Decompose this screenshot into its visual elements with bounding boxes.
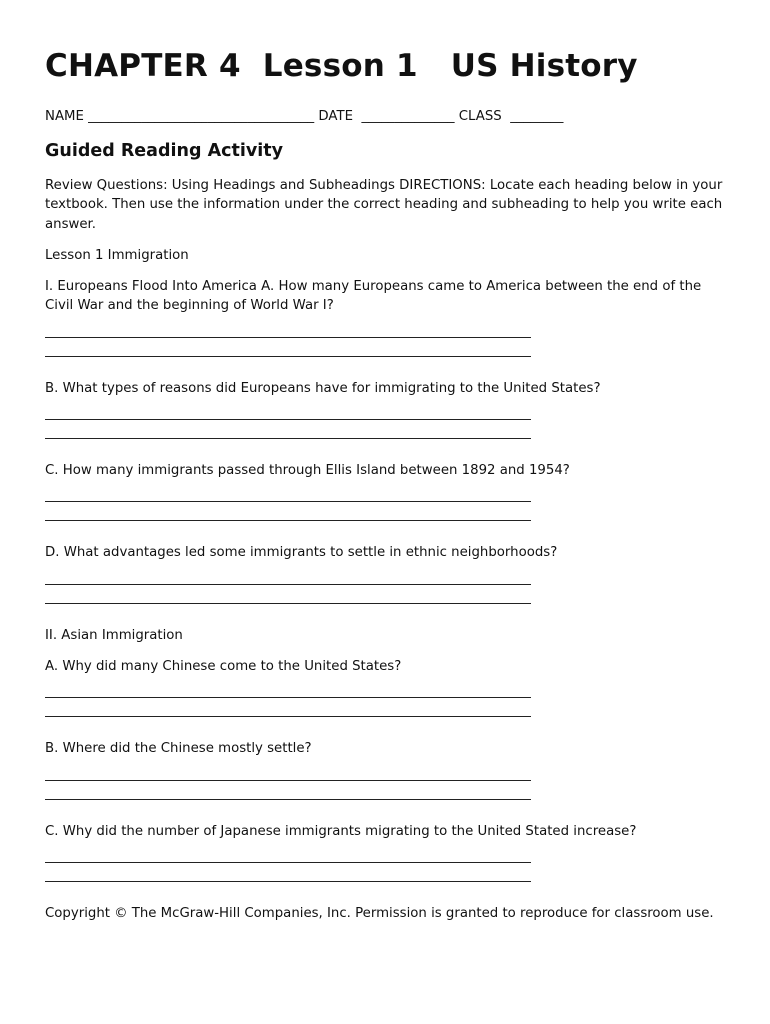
answer-area-1b[interactable]: [45, 398, 725, 441]
answer-line[interactable]: [45, 780, 531, 781]
answer-line[interactable]: [45, 697, 531, 698]
answer-line[interactable]: [45, 584, 531, 585]
answer-line[interactable]: [45, 799, 531, 800]
answer-line[interactable]: [45, 438, 531, 439]
question-1b: B. What types of reasons did Europeans have for immigrating to the United States?: [45, 380, 601, 396]
directions-paragraph: Review Questions: Using Headings and Subheadings DIRECTIONS: Locate each heading below in your textbook. Then use the information under the correct heading and subheading to help you write each answer.: [45, 178, 723, 232]
answer-line[interactable]: [45, 501, 531, 502]
answer-line[interactable]: [45, 881, 531, 882]
page-title: CHAPTER 4 Lesson 1 US History: [45, 48, 638, 84]
answer-line[interactable]: [45, 603, 531, 604]
answer-area-1a[interactable]: [45, 316, 725, 359]
question-2b: B. Where did the Chinese mostly settle?: [45, 741, 312, 757]
answer-line[interactable]: [45, 862, 531, 863]
answer-area-2c[interactable]: [45, 841, 725, 884]
question-1a: I. Europeans Flood Into America A. How many Europeans came to America between the end of the Civil War and the beginning of World War I?: [45, 279, 702, 314]
answer-area-2a[interactable]: [45, 676, 725, 719]
section-2-heading: II. Asian Immigration: [45, 627, 183, 643]
answer-line[interactable]: [45, 337, 531, 338]
answer-area-2b[interactable]: [45, 759, 725, 802]
answer-line[interactable]: [45, 716, 531, 717]
copyright-notice: Copyright © The McGraw-Hill Companies, Inc. Permission is granted to reproduce for classroom use.: [45, 905, 714, 921]
answer-line[interactable]: [45, 520, 531, 521]
question-1c: C. How many immigrants passed through Ellis Island between 1892 and 1954?: [45, 463, 570, 479]
lesson-label: Lesson 1 Immigration: [45, 247, 189, 263]
answer-line[interactable]: [45, 419, 531, 420]
student-info-line: NAME __________________________________ DATE ______________ CLASS ________: [45, 109, 564, 124]
question-1d: D. What advantages led some immigrants to settle in ethnic neighborhoods?: [45, 545, 558, 561]
answer-area-1d[interactable]: [45, 563, 725, 606]
answer-line[interactable]: [45, 356, 531, 357]
question-2a: A. Why did many Chinese come to the United States?: [45, 658, 402, 674]
activity-subtitle: Guided Reading Activity: [45, 141, 284, 161]
question-2c: C. Why did the number of Japanese immigrants migrating to the United Stated increase?: [45, 823, 637, 839]
answer-area-1c[interactable]: [45, 480, 725, 523]
